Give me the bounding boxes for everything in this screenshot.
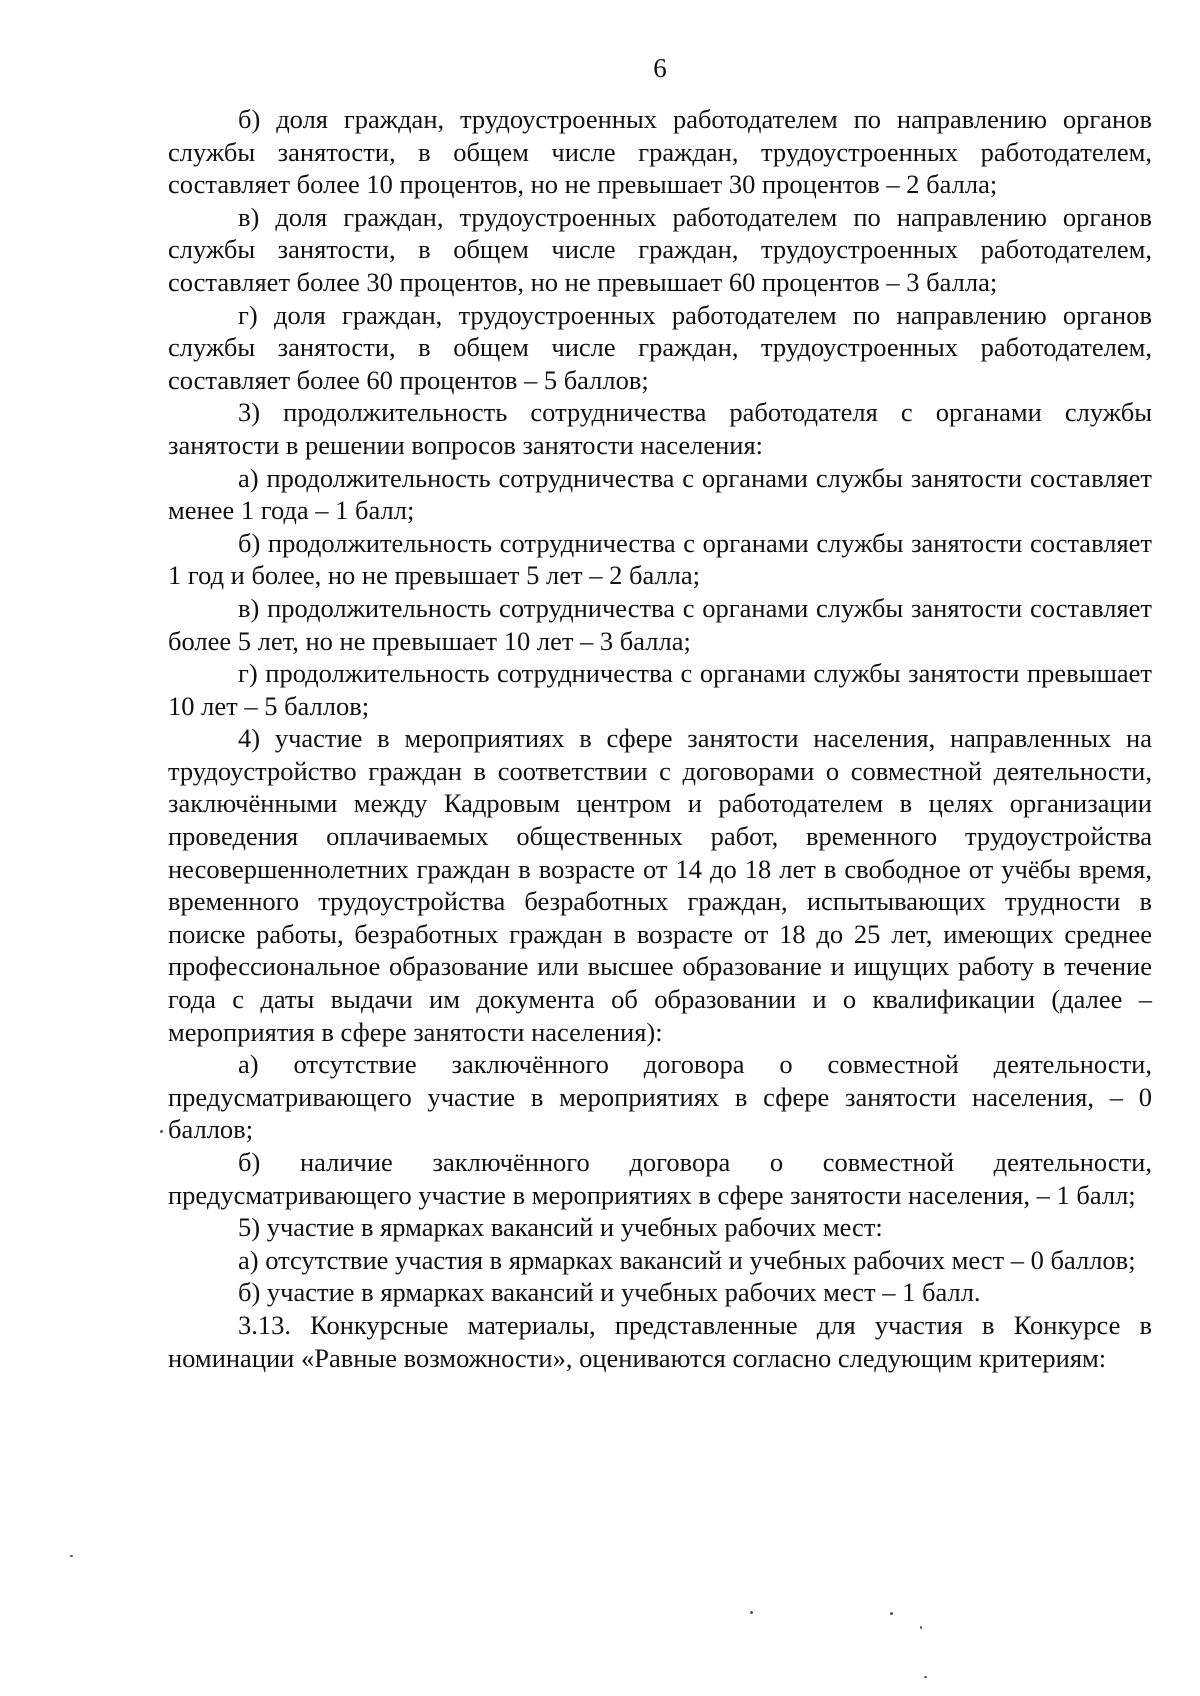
paragraph-2b: б) доля граждан, трудоустроенных работодателем по направлению органов службы занятости, в общем числе граждан, трудоустроенных работодателем, составляет более 10 процентов, но не превышает 30 процентов – 2 балла; [168,104,1152,200]
paragraph-5b: б) участие в ярмарках вакансий и учебных рабочих мест – 1 балл. [238,1277,981,1308]
paragraph-2v: в) доля граждан, трудоустроенных работодателем по направлению органов службы занятости, в общем числе граждан, трудоустроенных работодателем, составляет более 30 процентов, но не превышает 60 процентов – 3 балла; [168,201,1152,297]
paragraph-5: 5) участие в ярмарках вакансий и учебных рабочих мест: [238,1212,883,1243]
scan-speck [70,1555,73,1557]
scan-speck [920,1626,922,1629]
paragraph-5a: а) отсутствие участия в ярмарках вакансий и учебных рабочих мест – 0 баллов; [238,1244,1136,1275]
scan-speck [160,1130,163,1133]
scan-speck [750,1611,753,1614]
paragraph-3a: а) продолжительность сотрудничества с органами службы занятости составляет менее 1 года – 1 балл; [168,462,1152,526]
paragraph-3v: в) продолжительность сотрудничества с органами службы занятости составляет более 5 лет, но не превышает 10 лет – 3 балла; [168,592,1152,656]
scan-speck [890,1612,893,1615]
paragraph-2g: г) доля граждан, трудоустроенных работодателем по направлению органов службы занятости, в общем числе граждан, трудоустроенных работодателем, составляет более 60 процентов – 5 баллов; [168,299,1152,395]
document-body [168,103,1152,1374]
page-number: 6 [653,53,667,83]
paragraph-4a: а) отсутствие заключённого договора о совместной деятельности, предусматривающего участие в мероприятиях в сфере занятости населения, – 0 баллов; [168,1049,1152,1145]
scan-speck [924,1676,927,1678]
paragraph-3g: г) продолжительность сотрудничества с органами службы занятости превышает 10 лет – 5 баллов; [168,658,1152,721]
paragraph-4: 4) участие в мероприятиях в сфере занятости населения, направленных на трудоустройство граждан в соответствии с договорами о совместной деятельности, заключёнными между Кадровым центром и работодателем в целях организации проведения оплачиваемых общественных работ, временного трудоустройства несовершеннолетних граждан в возрасте от 14 до 18 лет в свободное от учёбы время, временного трудоустройства безработных граждан, испытывающих трудности в поиске работы, безработных граждан в возрасте от 18 до 25 лет, имеющих среднее профессиональное образование или высшее образование и ищущих работу в течение года с даты выдачи им документа об образовании и о квалификации (далее – мероприятия в сфере занятости населения): [168,723,1152,1047]
paragraph-4b: б) наличие заключённого договора о совместной деятельности, предусматривающего участие в мероприятиях в сфере занятости населения, – 1 балл; [168,1147,1152,1210]
paragraph-3b: б) продолжительность сотрудничества с органами службы занятости составляет 1 год и более, но не превышает 5 лет – 2 балла; [168,527,1152,591]
paragraph-3: 3) продолжительность сотрудничества работодателя с органами службы занятости в решении вопросов занятости населения: [168,397,1152,460]
paragraph-3-13: 3.13. Конкурсные материалы, представленные для участия в Конкурсе в номинации «Равные возможности», оцениваются согласно следующим критериям: [168,1309,1152,1373]
